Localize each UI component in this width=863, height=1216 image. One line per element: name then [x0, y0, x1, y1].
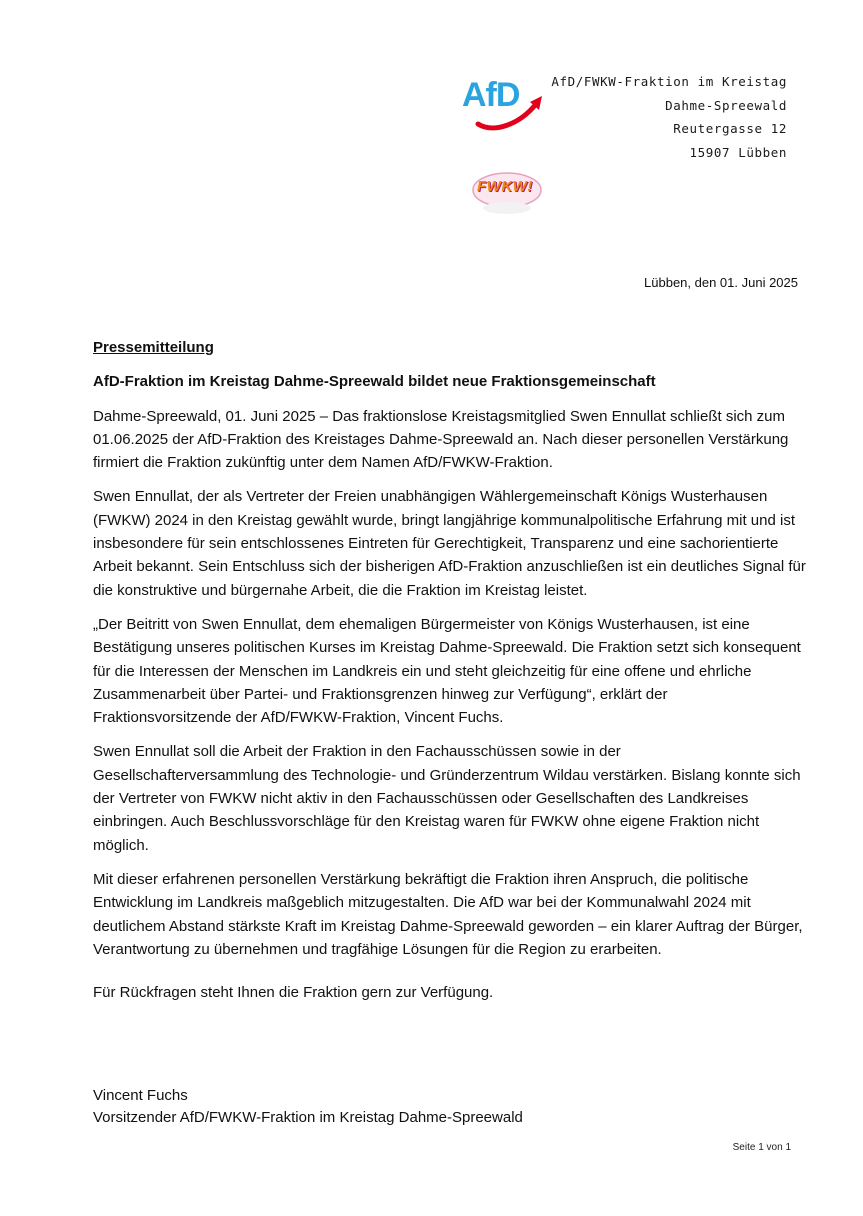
afd-logo [460, 78, 546, 134]
body-paragraph: Dahme-Spreewald, 01. Juni 2025 – Das fraktionslose Kreistagsmitglied Swen Ennullat schließt sich zum 01.06.2025 der AfD-Fraktion des Kreistages Dahme-Spreewald an. Nach dieser personellen Verstärkung firmiert die Fraktion zukünftig unter dem Namen AfD/FWKW-Fraktion. [93, 407, 789, 472]
address-line: Dahme-Spreewald [665, 97, 787, 113]
closing-line: Für Rückfragen steht Ihnen die Fraktion gern zur Verfügung. [93, 984, 494, 1002]
headline: AfD-Fraktion im Kreistag Dahme-Spreewald bildet neue Fraktionsgemeinschaft [93, 373, 656, 391]
body-paragraph: „Der Beitritt von Swen Ennullat, dem ehemaligen Bürgermeister von Königs Wusterhausen, ist eine Bestätigung unseres politischen Kurses im Kreistag Dahme-Spreewald. Die Fraktion setzt sich konsequent für die Interessen der Menschen im Landkreis ein und steht gleichzeitig für eine offene und ehrliche Zusammenarbeit über Partei- und Fraktionsgrenzen hinweg zur Verfügung“, erklärt der Fraktionsvorsitzende der AfD/FWKW-Fraktion, Vincent Fuchs. [93, 615, 801, 727]
address-line: Reutergasse 12 [673, 121, 787, 136]
body-paragraph: Mit dieser erfahrenen personellen Verstärkung bekräftigt die Fraktion ihren Anspruch, die politische Entwicklung im Landkreis maßgeblich mitzugestalten. Die AfD war bei der Kommunalwahl 2024 mit deutlichem Abstand stärkste Kraft im Kreistag Dahme-Spreewald geworden – ein klarer Auftrag der Bürger, Verantwortung zu übernehmen und tragfähige Lösungen für die Region zu erarbeiten. [93, 870, 803, 958]
fwkw-logo [470, 164, 544, 224]
signature-block [93, 1085, 523, 1129]
signatory-title: Vorsitzender AfD/FWKW-Fraktion im Kreistag Dahme-Spreewald [93, 1109, 523, 1126]
document-kind: Pressemitteilung [93, 339, 214, 356]
page-number: Seite 1 von 1 [732, 1142, 791, 1153]
date-line: Lübben, den 01. Juni 2025 [644, 275, 798, 290]
address-line: 15907 Lübben [689, 144, 787, 160]
fwkw-logo-text: FWKW! [477, 178, 533, 195]
signatory-name: Vincent Fuchs [93, 1087, 188, 1104]
body-paragraph: Swen Ennullat soll die Arbeit der Fraktion in den Fachausschüssen sowie in der Gesellschafterversammlung des Technologie- und Gründerzentrum Wildau verstärken. Bislang konnte sich der Vertreter von FWKW nicht aktiv in den Fachausschüssen oder Gesellschaften des Landkreises einbringen. Auch Beschlussvorschläge für den Kreistag waren für FWKW ohne eigene Fraktion nicht möglich. [93, 743, 801, 854]
address-line: AfD/FWKW-Fraktion im Kreistag [551, 74, 787, 89]
body-paragraph: Swen Ennullat, der als Vertreter der Freien unabhängigen Wählergemeinschaft Königs Wusterhausen (FWKW) 2024 in den Kreistag gewählt wurde, bringt langjährige kommunalpolitische Erfahrung mit und ist insbesondere für sein entschlossenes Eintreten für Gerechtigkeit, Transparenz und eine sachorientierte Arbeit bekannt. Sein Entschluss sich der bisherigen AfD-Fraktion anzuschließen ist ein deutliches Signal für die konstruktive und bürgernahe Arbeit, die die Fraktion im Kreistag leistet. [93, 488, 806, 599]
sender-address [551, 70, 787, 164]
afd-logo-text: AfD [462, 76, 520, 114]
press-release-body [93, 336, 808, 1015]
